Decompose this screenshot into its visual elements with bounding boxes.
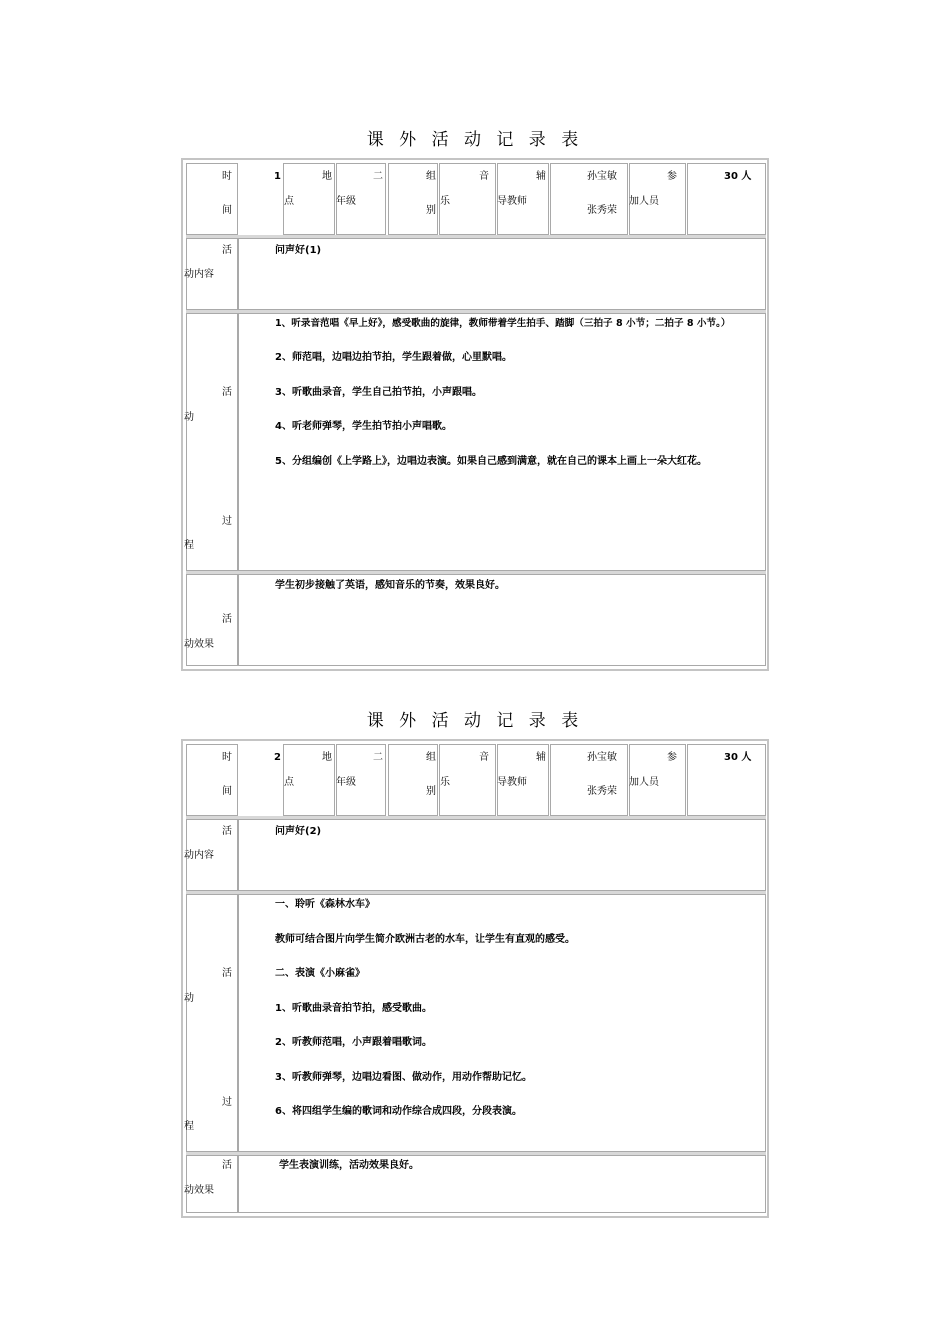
group-value: 音 <box>479 171 489 182</box>
process-label: 活 <box>222 387 232 398</box>
place-value: 二 <box>373 171 383 182</box>
group-value: 乐 <box>440 196 450 207</box>
participants-label: 参 <box>667 171 677 182</box>
content-label: 活 <box>222 826 232 837</box>
time-label: 间 <box>222 205 232 216</box>
record-2-title: 课 外 活 动 记 录 表 <box>366 711 584 731</box>
process-step: 2、听教师范唱，小声跟着唱歌词。 <box>275 1037 432 1048</box>
group-label: 别 <box>426 205 436 216</box>
process-label: 动 <box>184 412 194 423</box>
time-label: 时 <box>222 171 232 182</box>
place-value: 二 <box>373 752 383 763</box>
process-label: 动 <box>184 993 194 1004</box>
content-label: 活 <box>222 245 232 256</box>
process-step: 教师可结合图片向学生简介欧洲古老的水车，让学生有直观的感受。 <box>275 934 575 945</box>
tutor-label: 导教师 <box>497 777 527 788</box>
group-value: 乐 <box>440 777 450 788</box>
record-1-title: 课 外 活 动 记 录 表 <box>366 130 584 150</box>
tutor-value: 张秀荣 <box>587 786 617 797</box>
participants-label: 参 <box>667 752 677 763</box>
effect-label: 动效果 <box>184 639 214 650</box>
process-step: 一、聆听《森林水车》 <box>275 899 375 910</box>
content-value: 问声好(2) <box>275 826 322 837</box>
effect-label: 活 <box>222 614 232 625</box>
place-value: 年级 <box>336 777 356 788</box>
tutor-label: 辅 <box>536 171 546 182</box>
place-label: 地 <box>322 752 332 763</box>
effect-value: 学生初步接触了英语，感知音乐的节奏，效果良好。 <box>275 580 505 591</box>
participants-label: 加人员 <box>629 777 659 788</box>
participants-value: 30 人 <box>724 752 752 763</box>
process-step: 1、听歌曲录音拍节拍，感受歌曲。 <box>275 1003 432 1014</box>
participants-value: 30 人 <box>724 171 752 182</box>
content-value: 问声好(1) <box>275 245 322 256</box>
place-label: 点 <box>284 196 294 207</box>
tutor-value: 张秀荣 <box>587 205 617 216</box>
process-label: 活 <box>222 968 232 979</box>
process-label: 过 <box>222 516 232 527</box>
process-label-cell <box>186 313 238 571</box>
time-label: 时 <box>222 752 232 763</box>
process-label: 程 <box>184 540 194 551</box>
group-label: 别 <box>426 786 436 797</box>
time-value: 2 <box>274 752 281 763</box>
process-step: 二、表演《小麻雀》 <box>275 968 365 979</box>
tutor-label: 辅 <box>536 752 546 763</box>
process-step: 4、听老师弹琴，学生拍节拍小声唱歌。 <box>275 421 452 432</box>
effect-label: 活 <box>222 1160 232 1171</box>
process-step: 2、师范唱，边唱边拍节拍，学生跟着做，心里默唱。 <box>275 352 512 363</box>
place-label: 地 <box>322 171 332 182</box>
time-label: 间 <box>222 786 232 797</box>
record-2-table <box>181 739 769 1218</box>
place-label: 点 <box>284 777 294 788</box>
group-label: 组 <box>426 752 436 763</box>
place-value: 年级 <box>336 196 356 207</box>
group-value: 音 <box>479 752 489 763</box>
tutor-value: 孙宝敏 <box>587 752 617 763</box>
participants-label: 加人员 <box>629 196 659 207</box>
process-label-cell <box>186 894 238 1152</box>
process-step: 1、听录音范唱《早上好》，感受歌曲的旋律，教师带着学生拍手、踏脚（三拍子 8 小节；二拍子 8 小节。） <box>275 318 731 329</box>
content-label: 动内容 <box>184 850 214 861</box>
tutor-label: 导教师 <box>497 196 527 207</box>
process-step: 5、分组编创《上学路上》，边唱边表演。如果自己感到满意，就在自己的课本上画上一朵大红花。 <box>275 456 707 467</box>
process-step: 6、将四组学生编的歌词和动作综合成四段，分段表演。 <box>275 1106 522 1117</box>
process-step: 3、听歌曲录音，学生自己拍节拍，小声跟唱。 <box>275 387 482 398</box>
process-label: 过 <box>222 1097 232 1108</box>
tutor-value: 孙宝敏 <box>587 171 617 182</box>
process-label: 程 <box>184 1121 194 1132</box>
record-1-table <box>181 158 769 671</box>
content-label: 动内容 <box>184 269 214 280</box>
effect-label: 动效果 <box>184 1185 214 1196</box>
process-step: 3、听教师弹琴，边唱边看图、做动作，用动作帮助记忆。 <box>275 1072 532 1083</box>
effect-value: 学生表演训练，活动效果良好。 <box>279 1160 419 1171</box>
group-label: 组 <box>426 171 436 182</box>
time-value: 1 <box>274 171 281 182</box>
